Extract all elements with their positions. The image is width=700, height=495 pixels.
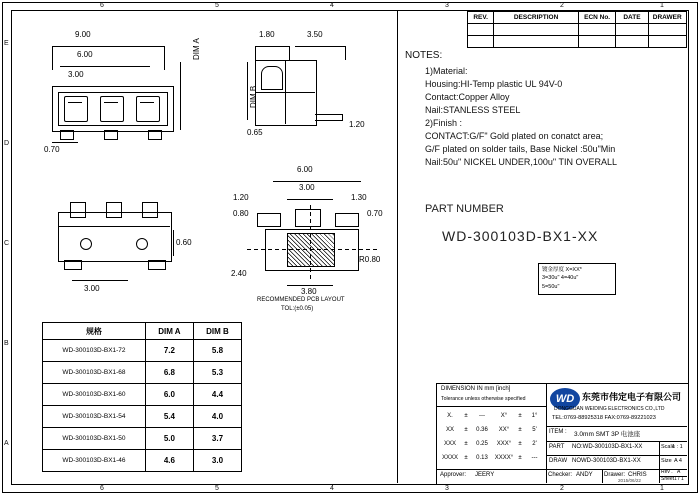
col-label-top-3: 3 (445, 2, 449, 9)
rev-cell (648, 24, 687, 36)
tol-cell: ± (518, 441, 522, 447)
ext-line (345, 46, 346, 60)
item-value: 3.0mm SMT 3P 电池座 (574, 431, 641, 438)
pcb-centerline-h (247, 249, 377, 250)
front-foot (148, 260, 166, 270)
dim-a-line (180, 62, 181, 130)
notes-line-8: Nail:50u" NICKEL UNDER,100u" TIN OVERALL (425, 157, 617, 167)
sheet-value: 1 / 1 (674, 476, 684, 482)
logo-text: WD (555, 393, 575, 405)
pcb-dim-r0-80: R0.80 (359, 255, 381, 264)
rev-cell (494, 36, 579, 48)
rev-th-rev: REV. (468, 12, 494, 24)
contact-pin (100, 96, 124, 122)
dim-line-0-60 (173, 230, 174, 256)
tol-cell: ± (464, 441, 468, 447)
spec-dim-b: 5.3 (193, 362, 241, 384)
pcb-dim-6-00: 6.00 (297, 165, 313, 174)
rev-table-row (468, 36, 687, 48)
contact-pin (64, 96, 88, 122)
col-label-top-2: 2 (560, 2, 564, 9)
checker-label: Checker: (548, 472, 573, 478)
spec-th-dim-b: DIM B (193, 323, 241, 340)
plating-note-line-2: 5=50u" (542, 284, 560, 290)
tol-row (439, 437, 544, 451)
ext-line (164, 46, 165, 70)
front-mount-hole (136, 238, 148, 250)
pcb-dim-1-30: 1.30 (351, 193, 367, 202)
rev-th-drawer: DRAWER (648, 12, 687, 24)
tol-cell: X. (447, 413, 453, 419)
rev-cell (578, 36, 616, 48)
side-tail (315, 114, 343, 115)
spec-dim-a: 6.8 (145, 362, 193, 384)
spec-dim-a: 6.0 (145, 384, 193, 406)
dim-3-00: 3.00 (68, 70, 84, 79)
tol-cell: XXXX° (494, 455, 514, 461)
approver-label: Approver: (440, 472, 467, 478)
tol-cell: ± (518, 413, 522, 419)
spec-dim-a: 5.4 (145, 406, 193, 428)
col-label-bottom-5: 5 (215, 485, 219, 492)
tol-row (439, 409, 544, 423)
tolerance-divider (437, 406, 546, 407)
drawing-date: 2015/06/22 (618, 478, 641, 483)
plating-note-title: 镀金厚度 X=XX* (542, 267, 582, 273)
notes-line-4: Nail:STANLESS STEEL (425, 105, 521, 115)
rev-label: Rev . (661, 469, 673, 475)
dim-line-3-50 (295, 46, 345, 47)
drawer-label: Drawer: (604, 472, 626, 478)
pcb-pad (257, 213, 281, 227)
tol-cell: X° (500, 413, 508, 419)
rev-th-desc: DESCRIPTION (494, 12, 579, 24)
pcb-caption: RECOMMENDED PCB LAYOUT (257, 297, 345, 303)
notes-line-1: 1)Material: (425, 66, 468, 76)
scale-cell (659, 441, 687, 456)
tol-cell: ± (464, 427, 468, 433)
part-row (546, 441, 660, 456)
spec-model: WD-300103D-BX1-46 (43, 450, 146, 472)
notes-title: NOTES: (405, 50, 443, 61)
company-tel-fax: TEL:0769-88925318 FAX:0769-89221023 (552, 415, 656, 421)
col-label-top-4: 4 (330, 2, 334, 9)
rev-cell (494, 24, 579, 36)
pcb-dim-3-00: 3.00 (299, 183, 315, 192)
tol-cell: --- (531, 455, 538, 461)
rev-th-ecn: ECN No. (578, 12, 616, 24)
table-row (43, 384, 242, 406)
dim-line-6-00 (60, 66, 150, 67)
notes-line-2: Housing:HI-Temp plastic UL 94V-0 (425, 79, 563, 89)
rev-value: A (677, 469, 681, 475)
tol-cell: XXX° (496, 441, 512, 447)
contact-detail (68, 102, 82, 103)
spec-th-dim-a: DIM A (145, 323, 193, 340)
pcb-dim-line-6-00 (273, 181, 361, 182)
dim-b-text: DIM B (249, 85, 258, 108)
plating-note-line-1: 3=30u" 4=40u" (542, 275, 579, 281)
size-label: Size (661, 458, 672, 464)
solder-tail (60, 130, 74, 140)
tolerance-section (437, 384, 547, 483)
spec-dim-b: 4.4 (193, 384, 241, 406)
tol-cell: ± (464, 455, 468, 461)
tol-cell: 0.13 (476, 455, 488, 461)
tol-cell: 1° (531, 413, 538, 419)
rev-cell (578, 24, 616, 36)
draw-row (546, 455, 660, 470)
size-value: A 4 (674, 458, 682, 464)
drawer-cell (602, 469, 660, 483)
dim-line-3-00-bottom (72, 280, 128, 281)
front-pin-slot (142, 202, 158, 218)
part-number-value: WD-300103D-BX1-XX (442, 228, 599, 244)
rev-cell (616, 36, 648, 48)
front-view (40, 200, 200, 300)
dim-0-60: 0.60 (176, 238, 192, 247)
front-body-outline (58, 212, 172, 262)
tol-cell: 0.36 (476, 427, 488, 433)
part-label: PART (549, 444, 565, 450)
spec-dim-b: 3.7 (193, 428, 241, 450)
pcb-layout-view (225, 165, 400, 315)
dim-a-text: DIM A (192, 38, 201, 60)
checker-value: ANDY (576, 472, 593, 478)
row-label-e: E (4, 40, 9, 47)
tol-row (439, 451, 544, 465)
spec-model: WD-300103D-BX1-72 (43, 340, 146, 362)
tol-cell: 2' (532, 441, 537, 447)
spec-dim-b: 4.0 (193, 406, 241, 428)
spec-table (42, 322, 242, 472)
col-label-top-6: 6 (100, 2, 104, 9)
side-tail (315, 120, 343, 121)
dim-3-00-bottom: 3.00 (84, 284, 100, 293)
tol-cell: 0.25 (476, 441, 488, 447)
front-pin-slot (70, 202, 86, 218)
pcb-dim-3-80: 3.80 (301, 287, 317, 296)
spec-header-row (43, 323, 242, 340)
dim-1-20: 1.20 (349, 120, 365, 129)
company-name-en: DONGGUAN WEIDING ELECTRONICS CO.,LTD (554, 406, 665, 412)
pcb-centerline-v (310, 205, 311, 279)
side-body-inner (261, 66, 283, 90)
pcb-pad (295, 209, 321, 227)
spec-dim-b: 3.0 (193, 450, 241, 472)
tol-cell: ± (518, 427, 522, 433)
checker-cell (546, 469, 603, 483)
rev-cell (616, 24, 648, 36)
rev-table (467, 11, 687, 48)
ext-line (52, 46, 53, 70)
row-label-c: C (4, 240, 10, 247)
spec-dim-a: 4.6 (145, 450, 193, 472)
table-row (43, 428, 242, 450)
notes-line-6: CONTACT:G/F" Gold plated on conatct area; (425, 131, 604, 141)
spec-th-model: 规格 (43, 323, 146, 340)
contact-pin (136, 96, 160, 122)
dim-6-00: 6.00 (77, 50, 93, 59)
pcb-dim-2-40: 2.40 (231, 269, 247, 278)
notes-line-5: 2)Finish : (425, 118, 463, 128)
tol-cell: XX° (498, 427, 510, 433)
part-number-label: PART NUMBER (425, 203, 504, 215)
front-foot (64, 260, 82, 270)
dim-line-1-80 (255, 46, 289, 47)
dim-3-50: 3.50 (307, 30, 323, 39)
col-label-top-5: 5 (215, 2, 219, 9)
rev-cell (468, 36, 494, 48)
dim-0-65: 0.65 (247, 128, 263, 137)
item-row (546, 426, 687, 442)
side-detail-line (285, 60, 286, 124)
row-label-b: B (4, 340, 9, 347)
front-detail-line (58, 226, 170, 227)
pcb-dim-1-20: 1.20 (233, 193, 249, 202)
dim-line-0-70 (52, 142, 78, 143)
size-cell (659, 455, 687, 470)
draw-value: NOWD-300103D-BX1-XX (572, 458, 641, 464)
row-label-d: D (4, 140, 10, 147)
tol-cell: ± (464, 413, 468, 419)
col-label-bottom-2: 2 (560, 485, 564, 492)
row-label-a: A (4, 440, 9, 447)
tol-cell: XXX (443, 441, 456, 447)
pcb-pad (335, 213, 359, 227)
tol-cell: XXXX (441, 455, 458, 461)
spec-model: WD-300103D-BX1-68 (43, 362, 146, 384)
table-row (43, 450, 242, 472)
ext-line (255, 46, 256, 60)
notes-line-3: Contact:Copper Alloy (425, 92, 510, 102)
dim-a-label (192, 38, 201, 60)
pcb-dim-0-80: 0.80 (233, 209, 249, 218)
tol-cell: 5' (532, 427, 537, 433)
dim-0-70: 0.70 (44, 145, 60, 154)
front-pin-slot (106, 202, 122, 218)
col-label-bottom-6: 6 (100, 485, 104, 492)
title-block (436, 383, 689, 485)
col-label-bottom-3: 3 (445, 485, 449, 492)
spec-dim-a: 7.2 (145, 340, 193, 362)
dim-9-00: 9.00 (75, 30, 91, 39)
top-view (30, 30, 220, 170)
pcb-outline (265, 229, 359, 271)
spec-model: WD-300103D-BX1-54 (43, 406, 146, 428)
spec-dim-b: 5.8 (193, 340, 241, 362)
col-label-top-1: 1 (660, 2, 664, 9)
scale-value: 1 : 1 (672, 444, 683, 450)
pcb-dim-line-3-80 (287, 285, 333, 286)
table-row (43, 362, 242, 384)
dim-line-9-00 (52, 46, 165, 47)
pcb-tolerance: TOL:(±0.05) (281, 306, 314, 312)
dimension-note: DIMENSION IN mm [inch] (441, 386, 511, 392)
rev-table-row (468, 24, 687, 36)
rev-cell (648, 36, 687, 48)
notes-line-7: G/F plated on solder tails, Base Nickel :50u"Min (425, 144, 616, 154)
front-mount-hole (80, 238, 92, 250)
solder-tail (104, 130, 118, 140)
dim-b-label (249, 86, 258, 108)
item-label: ITEM : (549, 429, 567, 435)
drawer-value: CHRIS (628, 472, 647, 478)
table-row (43, 340, 242, 362)
part-value: NO:WD-300103D-BX1-XX (572, 444, 643, 450)
contact-detail (140, 102, 154, 103)
contact-detail (104, 102, 118, 103)
plating-note-box (538, 263, 616, 295)
spec-dim-a: 5.0 (145, 428, 193, 450)
solder-tail (148, 130, 162, 140)
dim-1-80: 1.80 (259, 30, 275, 39)
tolerance-note: Tolerance unless otherwise specified (441, 396, 526, 402)
col-label-bottom-1: 1 (660, 485, 664, 492)
company-name-cn: 东莞市伟定电子有限公司 (582, 392, 682, 402)
col-label-bottom-4: 4 (330, 485, 334, 492)
side-view (245, 30, 395, 170)
pcb-dim-0-70: 0.70 (367, 209, 383, 218)
draw-label: DRAW (549, 458, 568, 464)
sheet-cell-block (659, 476, 687, 483)
tol-row (439, 423, 544, 437)
company-header (546, 384, 687, 427)
sheet-label: Sheet (661, 476, 675, 482)
approver-value: JEERY (475, 472, 495, 478)
rev-th-date: DATE (616, 12, 648, 24)
tol-cell: --- (479, 413, 485, 419)
rev-cell (468, 24, 494, 36)
dim-b-line (247, 62, 248, 120)
side-tail-end (342, 114, 343, 121)
spec-model: WD-300103D-BX1-60 (43, 384, 146, 406)
ext-line (289, 46, 290, 60)
tol-cell: ± (518, 455, 522, 461)
table-row (43, 406, 242, 428)
scale-label: Scale (661, 444, 675, 450)
spec-model: WD-300103D-BX1-50 (43, 428, 146, 450)
approver-divider (437, 469, 546, 470)
tol-cell: XX (445, 427, 454, 433)
pcb-dim-line-3-00 (287, 199, 333, 200)
